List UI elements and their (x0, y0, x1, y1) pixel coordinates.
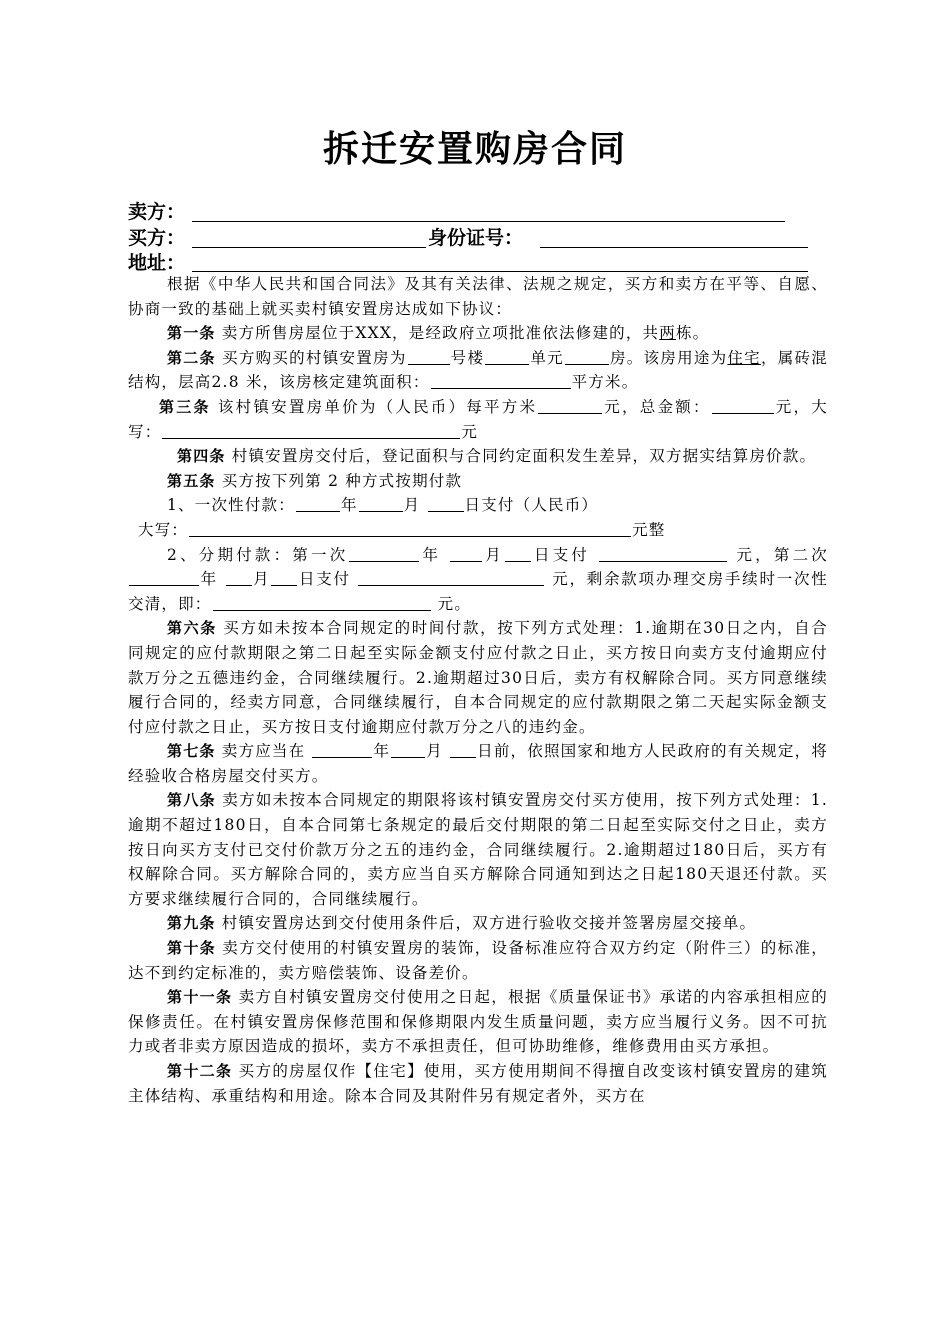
delivery-month-blank[interactable] (391, 740, 425, 758)
total-amount-blank[interactable] (712, 396, 774, 414)
buyer-blank[interactable] (192, 247, 426, 248)
payment-option-1-words: 大写： 元整 (138, 520, 666, 539)
pay2-amount2-blank[interactable] (358, 568, 544, 586)
total-words-blank[interactable] (162, 421, 460, 439)
seller-blank[interactable] (192, 221, 785, 222)
pay2-month1-blank[interactable] (450, 544, 482, 562)
area-blank[interactable] (431, 371, 571, 389)
pay2-amount1-blank[interactable] (599, 544, 727, 562)
room-blank[interactable] (565, 347, 609, 365)
preamble: 根据《中华人民共和国合同法》及其有关法律、法规之规定，买方和卖方在平等、自愿、协商一致的基础上就买卖村镇安置房达成如下协议： (128, 275, 828, 318)
pay2-day1-blank[interactable] (505, 544, 531, 562)
pay2-year1-blank[interactable] (349, 544, 419, 562)
contract-body (128, 272, 828, 1108)
article-3: 第三条 该村镇安置房单价为（人民币）每平方米 元，总金额： 元，大写： 元 (128, 397, 828, 441)
article-8: 第八条 卖方如未按本合同规定的期限将该村镇安置房交付买方使用，按下列方式处理：1.逾期不超过180日，自本合同第七条规定的最后交付期限的第二日起至实际交付之日止，卖方按日向买方支付已交付价款万分之五的违约金，合同继续履行。2.逾期超过180日后，买方有权解除合同。买方解除合同的，卖方应当自买方解除合同通知到达之日起180天退还付款。买方要求继续履行合同的，合同继续履行。 (128, 791, 828, 908)
building-no-blank[interactable] (408, 347, 450, 365)
pay2-month2-blank[interactable] (226, 568, 252, 586)
article-10: 第十条 卖方交付使用的村镇安置房的装饰，设备标准应符合双方约定（附件三）的标准，达不到约定标准的，卖方赔偿装饰、设备差价。 (128, 939, 828, 982)
article-5: 第五条 买方按下列第 2 种方式按期付款 (167, 471, 463, 490)
payment-option-1: 1、一次性付款： 年 月 日支付（人民币） (167, 496, 599, 515)
document-title: 拆迁安置购房合同 (322, 129, 627, 170)
pay1-month-blank[interactable] (359, 494, 403, 512)
article-11: 第十一条 卖方自村镇安置房交付使用之日起，根据《质量保证书》承诺的内容承担相应的保修责任。在村镇安置房保修范围和保修期限内发生质量问题，卖方应当履行义务。因不可抗力或者非卖方原因造成的损坏，卖方不承担责任，但可协助维修，维修费用由买方承担。 (128, 988, 828, 1056)
article-2: 第二条 买方购买的村镇安置房为 号楼 单元 房。该房用途为住宅，属砖混结构，层高2.8 米，该房核定建筑面积： 平方米。 (128, 348, 828, 392)
unit-blank[interactable] (485, 347, 529, 365)
pay2-year2-blank[interactable] (129, 568, 199, 586)
pay1-words-blank[interactable] (189, 519, 631, 537)
address-label: 地址： (128, 252, 186, 274)
pay1-year-blank[interactable] (296, 494, 340, 512)
article-9: 第九条 村镇安置房达到交付使用条件后，双方进行验收交接并签署房屋交接单。 (167, 914, 757, 933)
delivery-year-blank[interactable] (312, 740, 372, 758)
article-7: 第七条 卖方应当在 年 月 日前，依照国家和地方人民政府的有关规定，将经验收合格房屋交付买方。 (128, 742, 828, 785)
payment-option-2: 2、分期付款：第一次 年 月 日支付 元，第二次年 月 日支付 元，剩余款项办理交房手续时一次性交清，即： 元。 (128, 545, 828, 613)
buyer-label: 买方： (128, 227, 186, 249)
id-number-blank[interactable] (540, 247, 808, 248)
pay2-remaining-blank[interactable] (213, 593, 431, 611)
delivery-day-blank[interactable] (450, 740, 476, 758)
article-6: 第六条 买方如未按本合同规定的时间付款，按下列方式处理：1.逾期在30日之内，自合同规定的应付款期限之第二日起至实际金额支付应付款之日止，买方按日向卖方支付逾期应付款万分之五德违约金，合同继续履行。2.逾期超过30日后，卖方有权解除合同。买方同意继续履行合同的，经卖方同意，合同继续履行，自本合同规定的应付款期限之第二天起实际金额支付应付款之日止，买方按日支付逾期应付款万分之八的违约金。 (128, 619, 828, 736)
seller-label: 卖方： (128, 201, 186, 223)
article-4: 第四条 村镇安置房交付后，登记面积与合同约定面积发生差异，双方据实结算房价款。 (177, 447, 817, 466)
article-12: 第十二条 买方的房屋仅作【住宅】使用，买方使用期间不得擅自改变该村镇安置房的建筑主体结构、承重结构和用途。除本合同及其附件另有规定者外，买方在 (128, 1062, 828, 1105)
pay1-day-blank[interactable] (428, 494, 464, 512)
article-1: 第一条 卖方所售房屋位于XXX，是经政府立项批准依法修建的，共两栋。 (167, 324, 710, 343)
pay2-day2-blank[interactable] (271, 568, 297, 586)
unit-price-blank[interactable] (538, 396, 602, 414)
id-number-label: 身份证号： (428, 227, 524, 249)
